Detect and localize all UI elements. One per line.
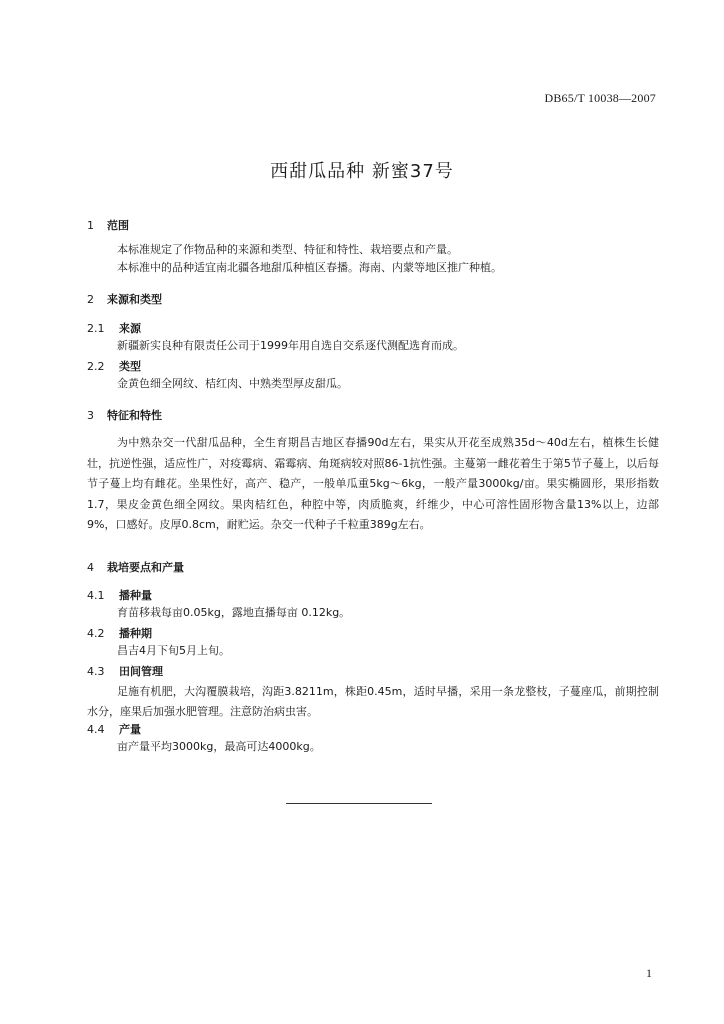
paragraph: 昌吉4月下旬5月上旬。 bbox=[117, 644, 230, 657]
paragraph: 足施有机肥，大沟覆膜栽培，沟距3.8211m，株距0.45m，适时早播，采用一条龙整枝，子蔓座瓜，前期控制水分，座果后加强水肥管理。注意防治病虫害。 bbox=[87, 685, 659, 718]
subsection-4-2 bbox=[87, 626, 657, 660]
page-title: 西甜瓜品种 新蜜37号 bbox=[270, 161, 454, 182]
section-3 bbox=[87, 408, 657, 424]
subsection-2-1 bbox=[87, 321, 657, 355]
section-heading: 1 范围 bbox=[87, 219, 129, 232]
subsection-4-3 bbox=[87, 664, 657, 680]
section-4 bbox=[87, 560, 657, 576]
section-3-body bbox=[87, 433, 659, 536]
subsection-heading: 4.2 播种期 bbox=[87, 627, 152, 640]
subsection-4-3-body bbox=[87, 682, 659, 722]
section-1 bbox=[87, 218, 657, 234]
subsection-heading: 4.1 播种量 bbox=[87, 589, 152, 602]
section-heading: 3 特征和特性 bbox=[87, 409, 162, 422]
paragraph: 为中熟杂交一代甜瓜品种，全生育期昌吉地区春播90d左右，果实从开花至成熟35d～40d左右，植株生长健壮，抗逆性强，适应性广，对疫霉病、霜霉病、角斑病较对照86-1抗性强。主蔓第一雌花着生于第5节子蔓上，以后每节子蔓上均有雌花。坐果性好，高产、稳产，一般单瓜重5kg～6kg，一般产量3000kg/亩。果实椭圆形，果形指数1.7，果皮金黄色细全网纹。果肉桔红色，种腔中等，肉质脆爽，纤维少，中心可溶性固形物含量13%以上，边部9%，口感好。皮厚0.8cm，耐贮运。杂交一代种子千粒重389g左右。 bbox=[87, 436, 659, 531]
paragraph: 新疆新实良种有限责任公司于1999年用自选自交系逐代测配选育而成。 bbox=[117, 339, 464, 352]
subsection-heading: 2.2 类型 bbox=[87, 360, 141, 373]
paragraph: 本标准中的品种适宜南北疆各地甜瓜种植区春播。海南、内蒙等地区推广种植。 bbox=[117, 261, 502, 274]
paragraph: 本标准规定了作物品种的来源和类型、特征和特性、栽培要点和产量。 bbox=[117, 243, 458, 256]
paragraph: 亩产量平均3000kg，最高可达4000kg。 bbox=[117, 740, 321, 753]
section-2 bbox=[87, 292, 657, 308]
subsection-2-2 bbox=[87, 359, 657, 393]
section-heading: 2 来源和类型 bbox=[87, 293, 162, 306]
end-rule bbox=[286, 803, 432, 804]
paragraph: 金黄色细全网纹、桔红肉、中熟类型厚皮甜瓜。 bbox=[117, 377, 348, 390]
page-number: 1 bbox=[646, 966, 652, 980]
section-1-body bbox=[87, 241, 657, 277]
subsection-heading: 4.3 田间管理 bbox=[87, 665, 163, 678]
subsection-heading: 2.1 来源 bbox=[87, 322, 141, 335]
paragraph: 育苗移栽每亩0.05kg，露地直播每亩 0.12kg。 bbox=[117, 606, 351, 619]
section-heading: 4 栽培要点和产量 bbox=[87, 561, 184, 574]
subsection-4-4 bbox=[87, 722, 657, 756]
subsection-heading: 4.4 产量 bbox=[87, 723, 141, 736]
standard-code: DB65/T 10038—2007 bbox=[544, 91, 656, 105]
subsection-4-1 bbox=[87, 588, 657, 622]
